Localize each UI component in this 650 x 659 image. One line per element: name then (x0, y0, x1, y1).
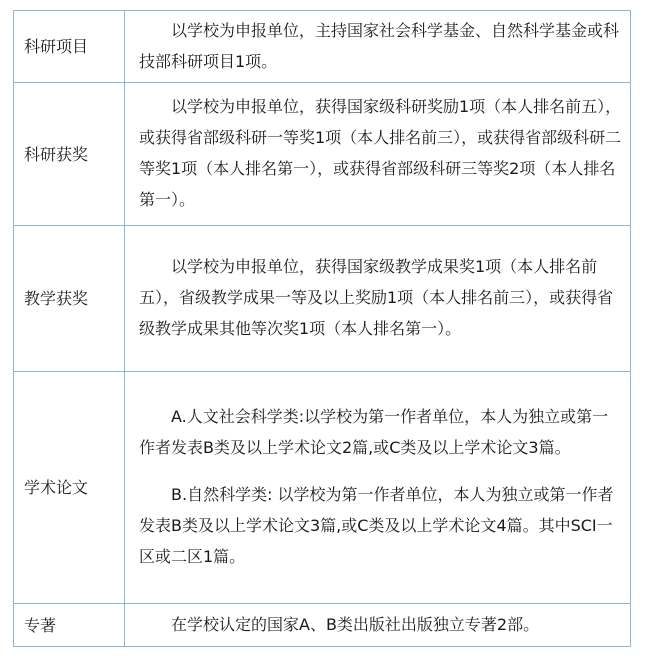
row-description (125, 226, 631, 372)
table-row (14, 11, 631, 83)
row-label-research-awards: 科研获奖 (14, 83, 125, 226)
row-description (125, 83, 631, 226)
paragraph-spacer (139, 463, 622, 479)
row-description (125, 372, 631, 604)
row-label-monographs: 专著 (14, 604, 125, 647)
table-row (14, 372, 631, 604)
description-paragraph: 以学校为申报单位，获得国家级教学成果奖1项（本人排名前五），省级教学成果一等及以上奖励1项（本人排名前三），或获得省级教学成果其他等次奖1项（本人排名第一）。 (139, 257, 614, 338)
row-description (125, 11, 631, 83)
table-row (14, 604, 631, 647)
requirements-table (13, 10, 631, 647)
table-row (14, 83, 631, 226)
table-row (14, 226, 631, 372)
description-paragraph-sciences: B.自然科学类: 以学校为第一作者单位，本人为独立或第一作者发表B类及以上学术论文3篇,或C类及以上学术论文4篇。其中SCI一区或二区1篇。 (139, 485, 614, 566)
description-paragraph: 以学校为申报单位，主持国家社会科学基金、自然科学基金或科技部科研项目1项。 (139, 20, 620, 71)
row-label-research-projects: 科研项目 (14, 11, 125, 83)
description-paragraph: 以学校为申报单位，获得国家级科研奖励1项（本人排名前五），或获得省部级科研一等奖1项（本人排名前三），或获得省部级科研二等奖1项（本人排名第一），或获得省部级科研三等奖2项（本人排名第一）。 (139, 97, 622, 209)
row-label-academic-papers: 学术论文 (14, 372, 125, 604)
row-label-teaching-awards: 教学获奖 (14, 226, 125, 372)
row-description (125, 604, 631, 647)
description-paragraph: 在学校认定的国家A、B类出版社出版独立专著2部。 (171, 614, 540, 634)
description-paragraph-humanities: A.人文社会科学类:以学校为第一作者单位，本人为独立或第一作者发表B类及以上学术论文2篇,或C类及以上学术论文3篇。 (139, 407, 609, 457)
